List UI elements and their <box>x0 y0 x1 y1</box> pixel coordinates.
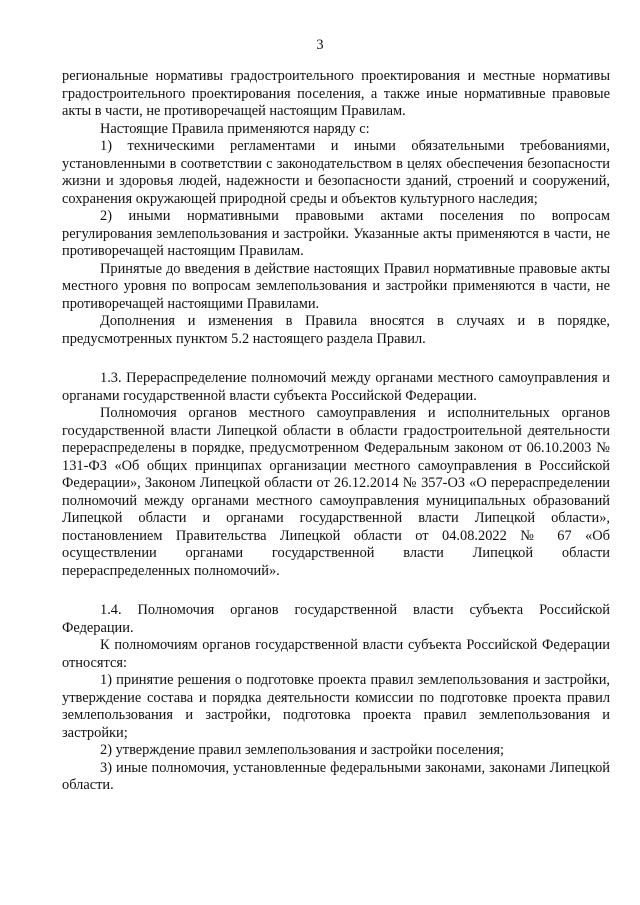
paragraph-continuation: региональные нормативы градостроительного проектирования и местные нормативы градостроительного проектирования поселения, а также иные нормативные правовые акты в части, не противоречащей настоящим Правилам. <box>62 68 610 119</box>
paragraph: Принятые до введения в действие настоящих Правил нормативные правовые акты местного уровня по вопросам землепользования и застройки применяются в части, не противоречащей настоящими Правилами. <box>62 260 610 312</box>
list-item: 2) утверждение правил землепользования и застройки поселения; <box>100 742 504 758</box>
page-number: 3 <box>316 37 324 53</box>
paragraph: Дополнения и изменения в Правила вносятся в случаях и в порядке, предусмотренных пунктом 5.2 настоящего раздела Правил. <box>62 313 610 347</box>
paragraph: К полномочиям органов государственной власти субъекта Российской Федерации относятся: <box>62 637 610 671</box>
list-item: 3) иные полномочия, установленные федеральными законами, законами Липецкой области. <box>62 759 610 793</box>
paragraph: Полномочия органов местного самоуправления и исполнительных органов государственной власти Липецкой области в области градостроительной деятельности перераспределены в порядке, предусмотренном Федеральным законом от 06.10.2003 № 131-ФЗ «Об общих принципах организации местного самоуправления в Российской Федерации», Законом Липецкой области от 26.12.2014 № 357-ОЗ «О перераспределении полномочий между органами местного самоуправления муниципальных образований Липецкой области и органами государственной власти Липецкой области», постановлением Правительства Липецкой области от 04.08.2022 № 67 «Об осуществлении органами государственной власти Липецкой области перераспределенных полномочий». <box>62 405 610 579</box>
section-heading-1-4: 1.4. Полномочия органов государственной власти субъекта Российской Федерации. <box>62 602 610 636</box>
list-item: 2) иными нормативными правовыми актами поселения по вопросам регулирования землепользования и застройки. Указанные акты применяются в части, не противоречащей настоящим Правилам. <box>62 208 610 259</box>
paragraph: Настоящие Правила применяются наряду с: <box>100 120 370 137</box>
list-item: 1) техническими регламентами и иными обязательными требованиями, установленными в соответствии с законодательством в целях обеспечения безопасности жизни и здоровья людей, надежности и безопасности зданий, строений и сооружений, сохранения окружающей природной среды и объектов культурного наследия; <box>62 138 610 207</box>
section-heading-1-3: 1.3. Перераспределение полномочий между органами местного самоуправления и органами государственной власти субъекта Российской Федерации. <box>62 370 610 404</box>
list-item: 1) принятие решения о подготовке проекта правил землепользования и застройки, утверждение состава и порядка деятельности комиссии по подготовке проекта правил землепользования и застройки, подготовка проекта правил землепользования и застройки; <box>62 672 610 741</box>
document-body <box>62 68 610 795</box>
